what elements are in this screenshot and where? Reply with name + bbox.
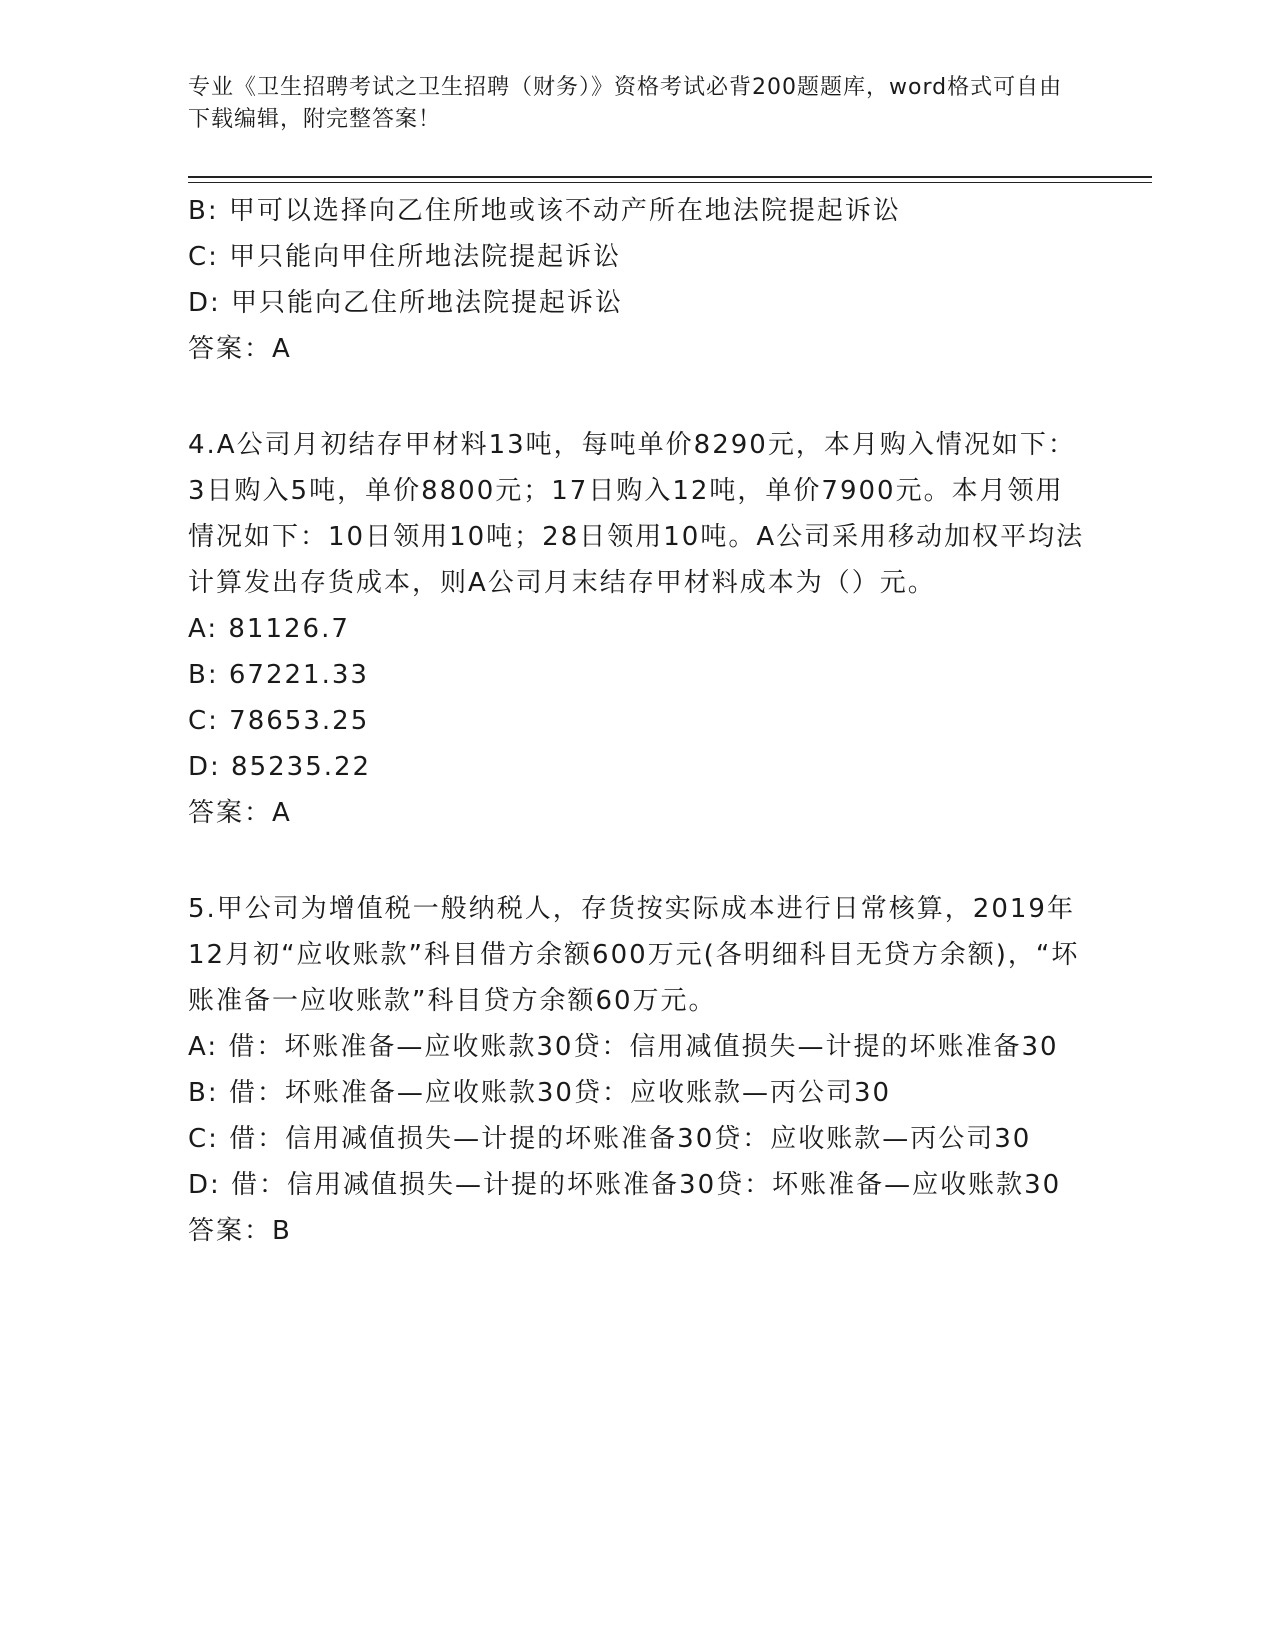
answer-line: 答案：A [188, 798, 292, 828]
option-c: C: 借：信用减值损失—计提的坏账准备30贷：应收账款—丙公司30 [188, 1124, 1032, 1154]
question-3-tail [188, 188, 1088, 372]
option-c: C: 78653.25 [188, 706, 370, 736]
question-5 [188, 886, 1088, 1254]
spacer [188, 836, 1088, 886]
question-content [188, 188, 1088, 1254]
option-b: B: 甲可以选择向乙住所地或该不动产所在地法院提起诉讼 [188, 196, 901, 226]
option-d: D: 85235.22 [188, 752, 372, 782]
question-4 [188, 422, 1088, 836]
question-stem: 5.甲公司为增值税一般纳税人，存货按实际成本进行日常核算，2019年12月初“应收账款”科目借方余额600万元(各明细科目无贷方余额)，“坏账准备一应收账款”科目贷方余额60万元。 [188, 894, 1080, 1016]
option-a: A: 借：坏账准备—应收账款30贷：信用减值损失—计提的坏账准备30 [188, 1032, 1059, 1062]
option-d: D: 借：信用减值损失—计提的坏账准备30贷：坏账准备—应收账款30 [188, 1170, 1062, 1200]
question-stem: 4.A公司月初结存甲材料13吨，每吨单价8290元，本月购入情况如下：3日购入5吨，单价8800元；17日购入12吨，单价7900元。本月领用情况如下：10日领用10吨；28日领用10吨。A公司采用移动加权平均法计算发出存货成本，则A公司月末结存甲材料成本为（）元。 [188, 430, 1085, 598]
option-b: B: 借：坏账准备—应收账款30贷：应收账款—丙公司30 [188, 1078, 892, 1108]
header-rule-thin [188, 182, 1152, 183]
option-a: A: 81126.7 [188, 614, 350, 644]
option-b: B: 67221.33 [188, 660, 369, 690]
header-rule-thick [188, 176, 1152, 178]
answer-line: 答案：B [188, 1216, 292, 1246]
option-d: D: 甲只能向乙住所地法院提起诉讼 [188, 288, 624, 318]
document-header: 专业《卫生招聘考试之卫生招聘（财务）》资格考试必背200题题库，word格式可自由下载编辑，附完整答案！ [188, 75, 1063, 132]
spacer [188, 372, 1088, 422]
answer-line: 答案：A [188, 334, 292, 364]
option-c: C: 甲只能向甲住所地法院提起诉讼 [188, 242, 622, 272]
